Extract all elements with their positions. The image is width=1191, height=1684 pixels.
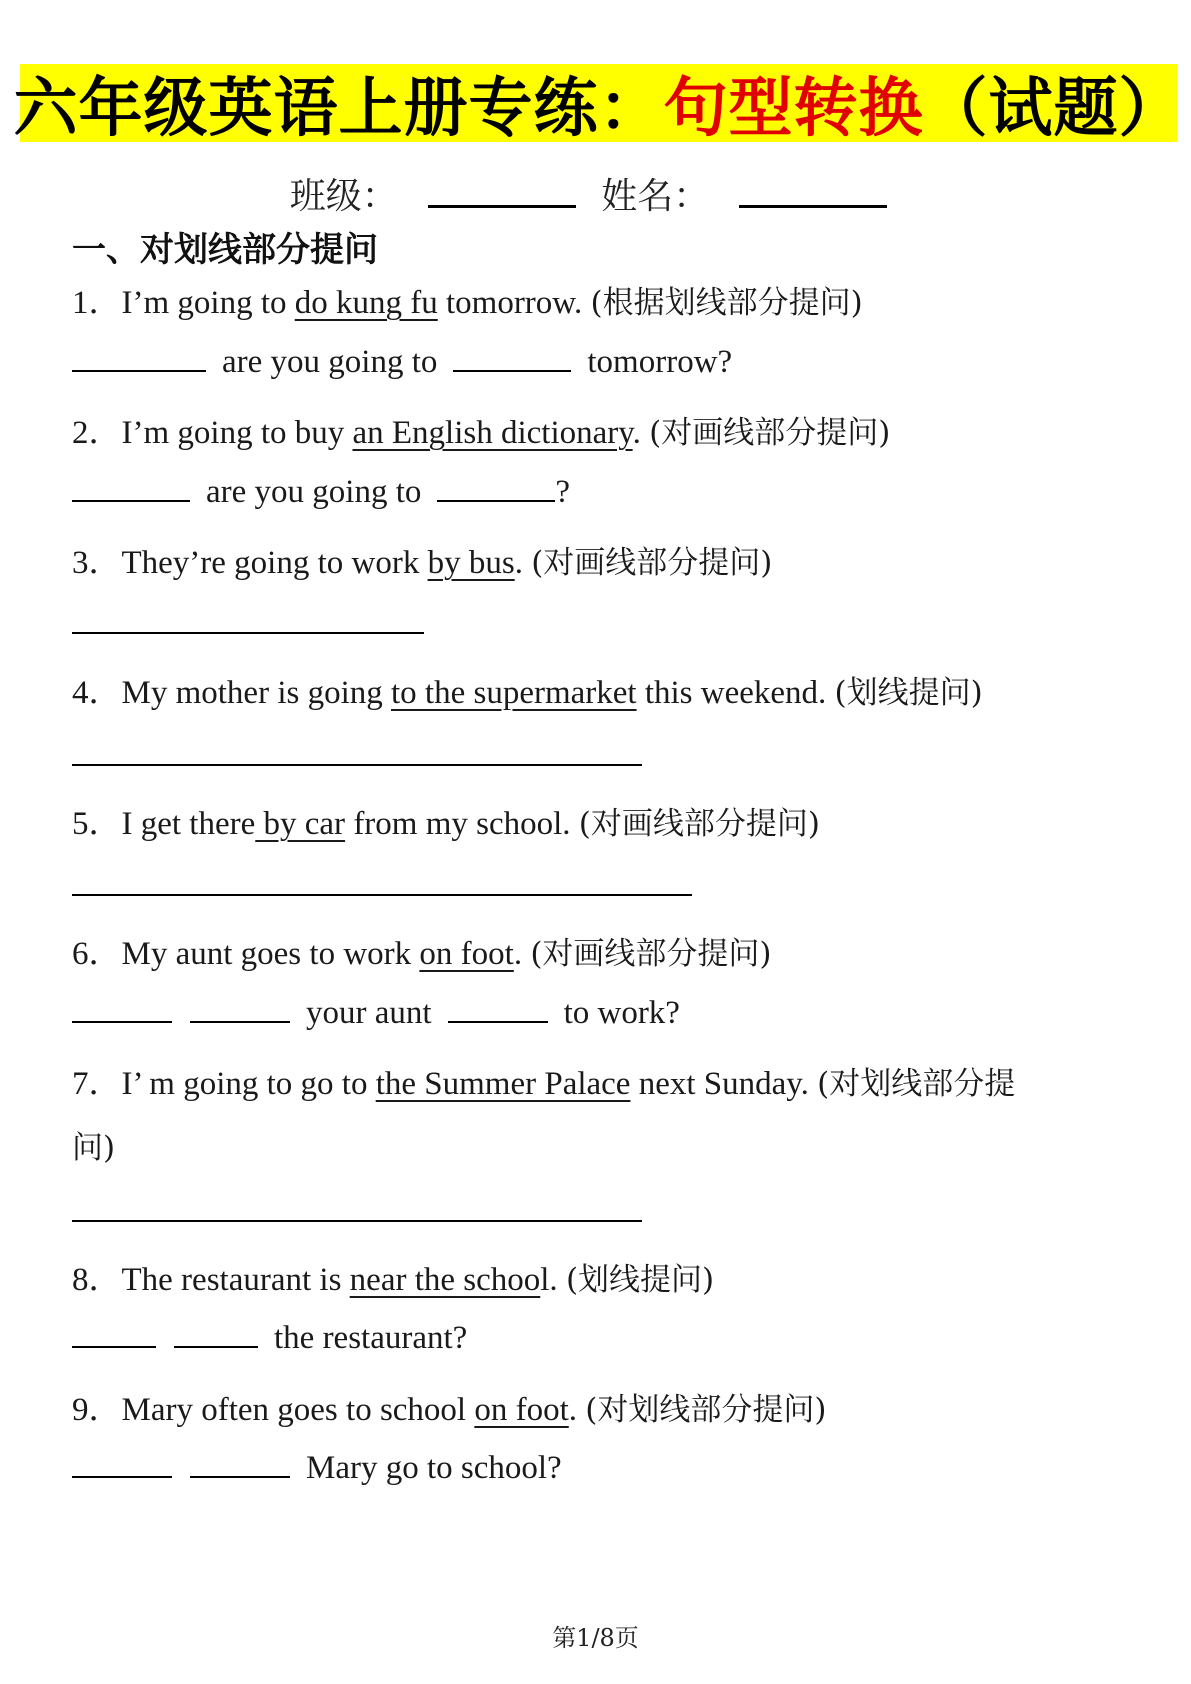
answer-line-3[interactable] [72, 632, 424, 634]
question-number: 1． [72, 285, 122, 321]
instruction-note: (对划线部分提 [817, 1066, 1016, 1102]
question-text: next Sunday. [630, 1066, 818, 1102]
answer-text: to work? [563, 995, 680, 1031]
answer-blank[interactable] [72, 993, 172, 1023]
instruction-note: (对画线部分提问) [578, 806, 820, 842]
question-text: I’m going to buy [121, 415, 353, 451]
answer-blank[interactable] [190, 993, 290, 1023]
underlined-part: by car [255, 806, 346, 842]
answer-text: Mary go to school? [306, 1450, 562, 1486]
question-number: 8． [72, 1262, 122, 1298]
instruction-note: (划线提问) [834, 675, 983, 711]
question-9 [72, 1383, 826, 1430]
answer-blank[interactable] [72, 1318, 156, 1348]
question-text: . [568, 1392, 586, 1428]
answer-text: tomorrow? [587, 344, 733, 380]
underlined-part: on foot [419, 936, 514, 972]
instruction-note: (划线提问) [565, 1262, 715, 1298]
answer-9 [72, 1448, 562, 1487]
underlined-part: on foot [474, 1392, 569, 1428]
question-7 [72, 1057, 1015, 1104]
instruction-note: (对画线部分提问) [649, 415, 891, 451]
question-text: The restaurant is [121, 1262, 350, 1298]
question-text: Mary often goes to school [121, 1392, 475, 1428]
question-text: l. [540, 1262, 566, 1298]
answer-line-7[interactable] [72, 1220, 642, 1222]
answer-blank[interactable] [448, 993, 548, 1023]
answer-text: the restaurant? [274, 1320, 468, 1356]
question-4 [72, 666, 983, 713]
answer-blank[interactable] [72, 342, 206, 372]
question-text: this weekend. [636, 675, 835, 711]
question-text: . [632, 415, 650, 451]
question-5 [72, 797, 820, 844]
page-number: 第1/8页 [552, 1624, 639, 1652]
question-number: 5． [72, 806, 122, 842]
answer-blank[interactable] [453, 342, 571, 372]
instruction-note: 问) [72, 1130, 116, 1166]
question-number: 4． [72, 675, 122, 711]
question-text: I’m going to [121, 285, 295, 321]
answer-blank[interactable] [174, 1318, 258, 1348]
student-info [0, 168, 1191, 219]
answer-blank[interactable] [72, 1448, 172, 1478]
answer-text: your aunt [306, 995, 432, 1031]
answer-1 [72, 342, 732, 381]
title-part-type: （试题） [923, 72, 1184, 146]
question-text: I get there [121, 806, 256, 842]
title-part-grade: 六年级英语上册专练： [13, 72, 664, 146]
question-number: 6． [72, 936, 122, 972]
question-text: tomorrow. [437, 285, 591, 321]
question-3 [72, 536, 772, 583]
question-number: 9． [72, 1392, 122, 1428]
underlined-part: the Summer Palace [375, 1066, 631, 1102]
question-8 [72, 1253, 714, 1300]
answer-text: are you going to [206, 474, 422, 510]
name-blank[interactable] [739, 175, 887, 208]
question-text: My mother is going [121, 675, 391, 711]
answer-line-5[interactable] [72, 894, 692, 896]
underlined-part: near the schoo [349, 1262, 541, 1298]
answer-2 [72, 472, 570, 511]
underlined-part: to the supermarket [391, 675, 637, 711]
question-1 [72, 276, 863, 323]
answer-blank[interactable] [437, 472, 555, 502]
answer-blank[interactable] [72, 472, 190, 502]
class-blank[interactable] [428, 175, 576, 208]
answer-text: are you going to [222, 344, 438, 380]
question-text: My aunt goes to work [121, 936, 420, 972]
name-label: 姓名： [601, 176, 710, 217]
instruction-note: (根据划线部分提问) [590, 285, 863, 321]
section-title: 一、对划线部分提问 [72, 230, 378, 270]
underlined-part: do kung fu [294, 285, 438, 321]
page-title [14, 57, 1184, 149]
question-text: They’re going to work [121, 545, 428, 581]
question-number: 7． [72, 1066, 122, 1102]
answer-text: ? [555, 474, 571, 510]
question-6 [72, 927, 772, 974]
answer-blank[interactable] [190, 1448, 290, 1478]
instruction-note: (对画线部分提问) [531, 545, 773, 581]
answer-line-4[interactable] [72, 764, 642, 766]
question-number: 3． [72, 545, 122, 581]
title-part-topic: 句型转换 [663, 72, 924, 146]
question-text: . [514, 545, 532, 581]
question-7-continued [72, 1122, 115, 1167]
question-2 [72, 406, 890, 453]
underlined-part: an English dictionary [352, 415, 633, 451]
underlined-part: by bus [427, 545, 515, 581]
question-number: 2． [72, 415, 122, 451]
question-text: I’ m going to go to [121, 1066, 376, 1102]
instruction-note: (对画线部分提问) [530, 936, 772, 972]
question-text: from my school. [345, 806, 579, 842]
answer-8 [72, 1318, 467, 1357]
title-banner [13, 64, 1184, 146]
answer-6 [72, 993, 680, 1032]
class-label: 班级： [289, 176, 398, 217]
question-text: . [513, 936, 531, 972]
instruction-note: (对划线部分提问) [585, 1392, 827, 1428]
